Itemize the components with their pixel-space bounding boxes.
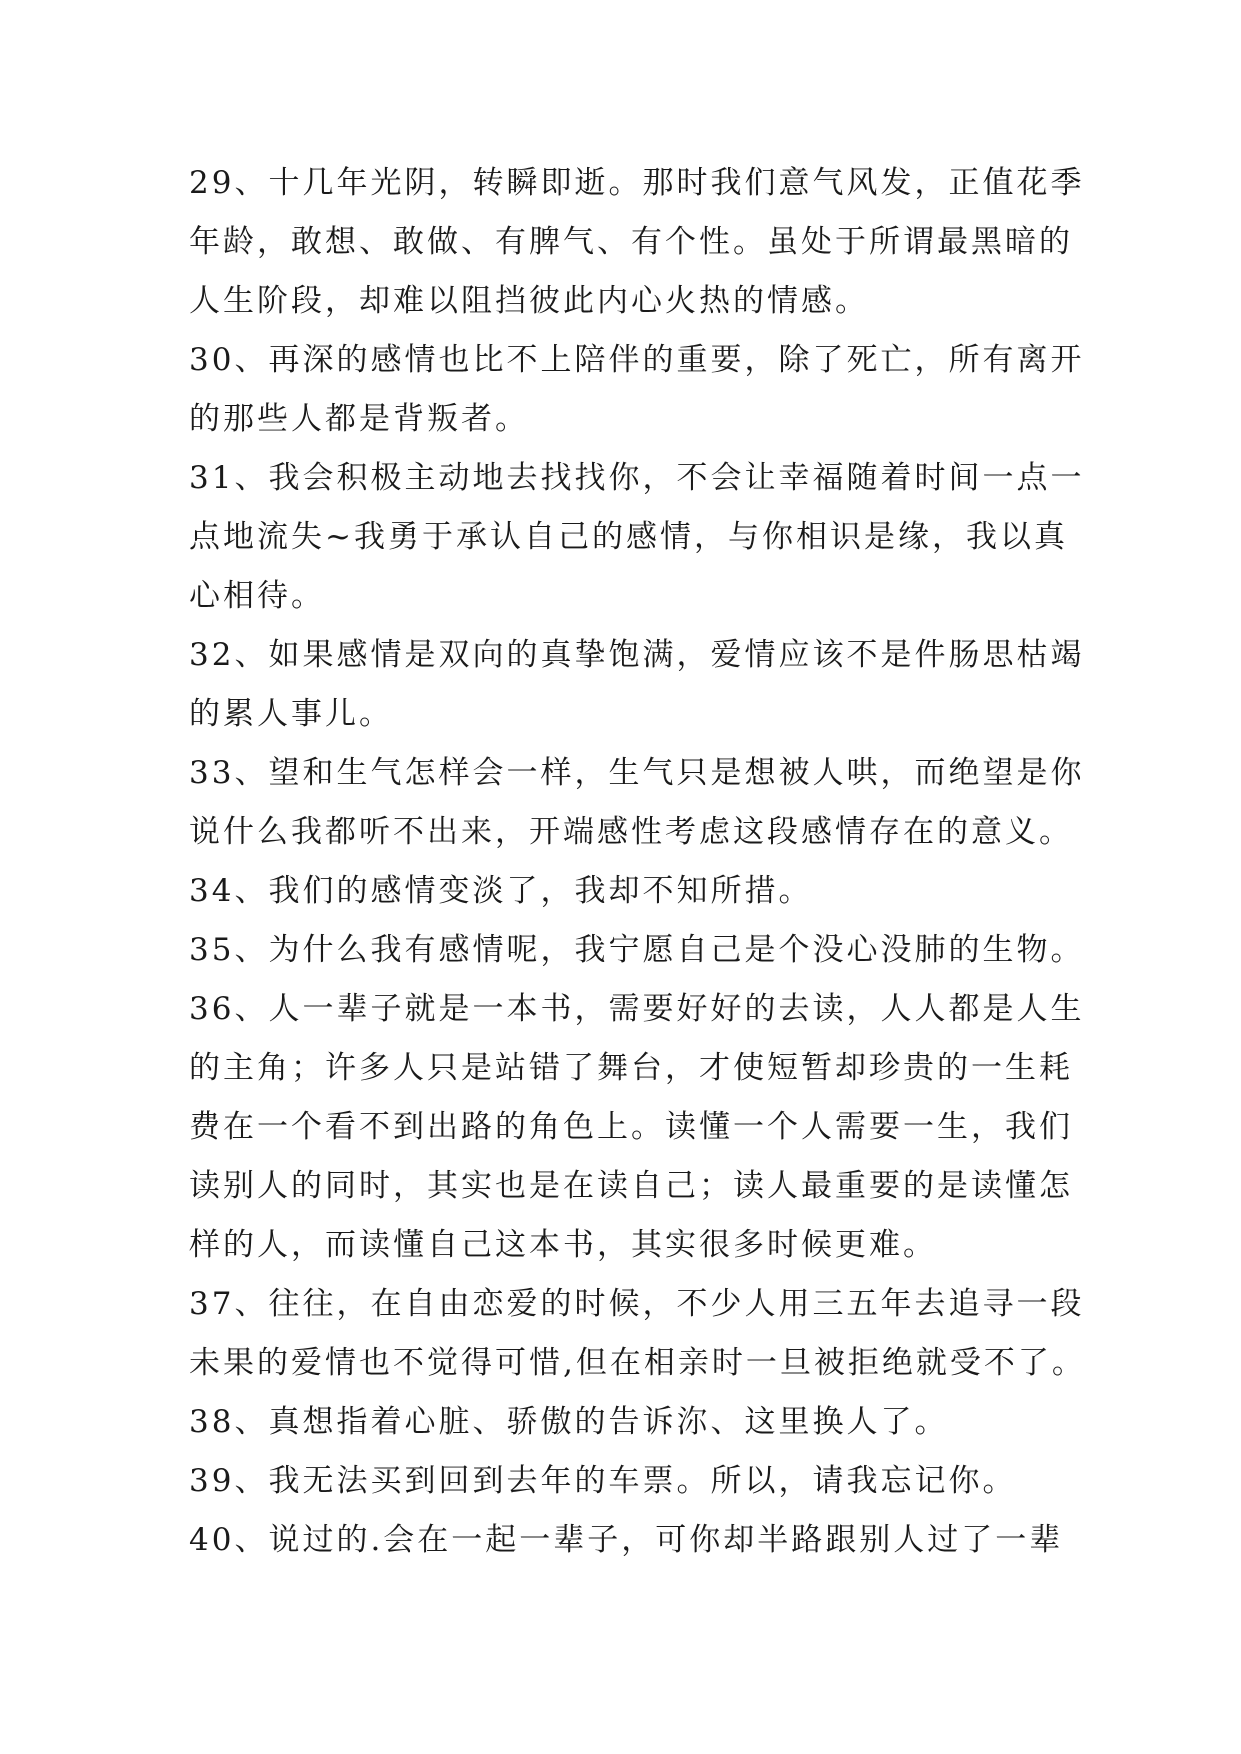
list-item-38: [189, 1393, 1059, 1452]
list-item-36: [189, 980, 1085, 1275]
list-item-30: [189, 331, 1085, 449]
text-line: 36、人一辈子就是一本书，需要好好的去读，人人都是人生: [189, 991, 1085, 1027]
text-line: 费在一个看不到出路的角色上。读懂一个人需要一生，我们: [189, 1109, 1073, 1145]
text-line: 年龄，敢想、敢做、有脾气、有个性。虽处于所谓最黑暗的: [189, 224, 1073, 260]
text-line: 35、为什么我有感情呢，我宁愿自己是个没心没肺的生物。: [189, 932, 1085, 968]
text-line: 说什么我都听不出来，开端感性考虑这段感情存在的意义。: [189, 814, 1073, 850]
document-body: [189, 154, 1086, 1570]
list-item-35: [189, 921, 1085, 980]
list-item-33: [189, 744, 1085, 862]
list-item-32: [189, 626, 1085, 744]
text-line: 人生阶段，却难以阻挡彼此内心火热的情感。: [189, 283, 869, 319]
text-line: 的累人事儿。: [189, 696, 393, 732]
list-item-40: [189, 1511, 1064, 1570]
list-item-29: [189, 154, 1085, 331]
text-line: 39、我无法买到回到去年的车票。所以，请我忘记你。: [189, 1463, 1017, 1499]
text-line: 30、再深的感情也比不上陪伴的重要，除了死亡，所有离开: [189, 342, 1085, 378]
text-line: 点地流失~我勇于承认自己的感情，与你相识是缘，我以真: [189, 519, 1068, 555]
text-line: 31、我会积极主动地去找找你，不会让幸福随着时间一点一: [189, 460, 1085, 496]
text-line: 34、我们的感情变淡了，我却不知所措。: [189, 873, 813, 909]
text-line: 样的人，而读懂自己这本书，其实很多时候更难。: [189, 1227, 937, 1263]
text-line: 的那些人都是背叛者。: [189, 401, 529, 437]
text-line: 读别人的同时，其实也是在读自己；读人最重要的是读懂怎: [189, 1168, 1073, 1204]
text-line: 37、往往，在自由恋爱的时候，不少人用三五年去追寻一段: [189, 1286, 1085, 1322]
text-line: 未果的爱情也不觉得可惜,但在相亲时一旦被拒绝就受不了。: [189, 1345, 1086, 1381]
text-line: 29、十几年光阴，转瞬即逝。那时我们意气风发，正值花季: [189, 165, 1085, 201]
text-line: 的主角；许多人只是站错了舞台，才使短暂却珍贵的一生耗: [189, 1050, 1073, 1086]
list-item-39: [189, 1452, 1059, 1511]
text-line: 心相待。: [189, 578, 325, 614]
list-item-37: [189, 1275, 1086, 1393]
list-item-34: [189, 862, 1059, 921]
text-line: 32、如果感情是双向的真挚饱满，爱情应该不是件肠思枯竭: [189, 637, 1085, 673]
list-item-31: [189, 449, 1085, 626]
text-line: 33、望和生气怎样会一样，生气只是想被人哄，而绝望是你: [189, 755, 1085, 791]
text-line: 40、说过的.会在一起一辈子，可你却半路跟别人过了一辈: [189, 1522, 1064, 1558]
text-line: 38、真想指着心脏、骄傲的告诉沵、这里换人了。: [189, 1404, 949, 1440]
